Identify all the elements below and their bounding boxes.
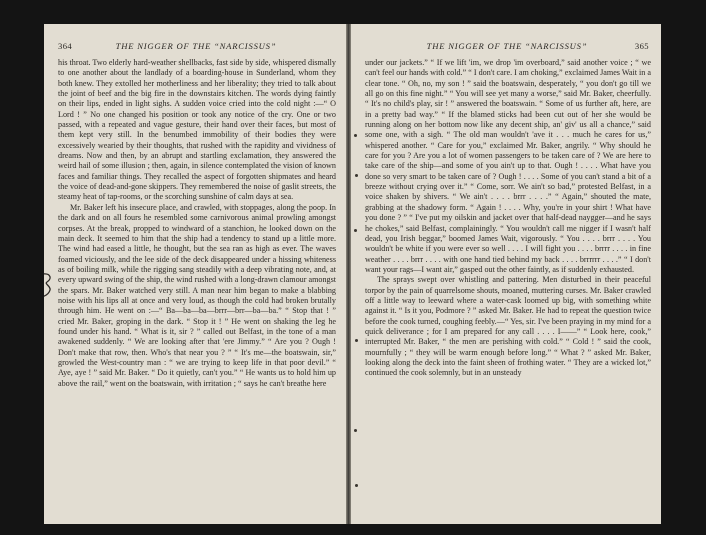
right-page-header	[365, 41, 649, 53]
right-paragraph-2: The sprays swept over whistling and pattering. Men disturbed in their peaceful torpor by the pain of quarrelsome shouts, moaned, muttering curses. Mr. Baker crawled off a little way to leeward where a water-cask loomed up big, with something white against it. “ Is it you, Podmore ? ” asked Mr. Baker. He had to repeat the question twice before the cook turned, coughing feebly.—“ Yes, sir. I've been praying in my mind for a quick deliverance ; for I am prepared for any call . . . . I——” “ Look here, cook,” interrupted Mr. Baker, “ the men are perishing with cold.” “ Cold ! ” said the cook, mournfully ; “ they will be warm enough before long.” “ What ? ” asked Mr. Baker, looking along the deck into the faint sheen of frothing water. “ They are a wicked lot,” continued the cook solemnly, but in an unsteady	[365, 275, 651, 378]
left-paragraph-2: Mr. Baker left his insecure place, and crawled, with stoppages, along the poop. In the dark and on all fours he resembled some carnivorous animal prowling amongst corpses. At the break, propped to windward of a stanchion, he looked down on the main deck. It seemed to him that the ship had a tendency to stand up a little more. The wind had eased a little, he thought, but the sea ran as high as ever. The waves foamed viciously, and the lee side of the deck disappeared under a hissing whiteness as of boiling milk, while the rigging sang steadily with a deep vibrating note, and, at every upward swing of the ship, the wind rushed with a long-drawn clamour amongst the spars. Mr. Baker watched very still. A man near him began to make a blabbing noise with his lips all at once and very loud, as though the cold had broken brutally through him. He went on :—“ Ba—ba—ba—brrr—brr—ba—ba.” “ Stop that ! ” cried Mr. Baker, groping in the dark. “ Stop it ! ” He went on shaking the leg he found under his hand. “ What is it, sir ? ” called out Belfast, in the tone of a man awakened suddenly. “ We are looking after that 'ere Jimmy.” “ Are you ? Ough ! Don't make that row, then. Who's that near you ? ” “ It's me—the boatswain, sir,” growled the West-country man : “ we are trying to keep life in that poor devil.” “ Aye, aye ! ” said Mr. Baker. “ Do it quietly, can't you.” “ He wants us to hold him up above the rail,” went on the boatswain, with irritation ; “ says he can't breathe here	[58, 202, 336, 388]
right-page-body	[365, 58, 651, 379]
left-paragraph-1: his throat. Two elderly hard-weather shellbacks, fast side by side, whispered dismally to one another about the landlady of a boarding-house in Sunderland, whom they both knew. They extolled her motherliness and her liberality; they tried to talk about the joint of beef and the big fire in the downstairs kitchen. The words dying faintly on their lips, ended in light sighs. A sudden voice cried into the cold night :—“ O Lord ! ” No one changed his position or took any notice of the cry. One or two passed, with a repeated and vague gesture, their hand over their faces, but most of them kept very still. In the benumbed immobility of their bodies they were excessively wearied by their thoughts, that rushed with the rapidity and vividness of dreams. Now and then, by an abrupt and startling exclamation, they answered the weird hail of some illusion ; then, again, in silence contemplated the vision of known faces and familiar things. They recalled the aspect of forgotten shipmates and heard the voice of dead-and-gone skippers. They remembered the noise of gaslit streets, the steamy heat of tap-rooms, or the scorching sunshine of calm days at sea.	[58, 58, 336, 202]
margin-dot	[355, 174, 358, 177]
margin-pencil-mark	[44, 271, 56, 299]
right-running-title: THE NIGGER OF THE “NARCISSUS”	[426, 41, 588, 51]
left-page-header	[58, 41, 334, 53]
left-page	[44, 24, 346, 524]
margin-dot	[355, 339, 358, 342]
left-page-number: 364	[58, 41, 73, 51]
left-running-title: THE NIGGER OF THE “NARCISSUS”	[115, 41, 277, 51]
right-paragraph-1: under our jackets.” “ If we lift 'im, we drop 'im overboard,” said another voice ; “ we can't feel our hands with cold.” “ I don't care. I am choking,” exclaimed James Wait in a clear tone. “ Oh, no, my son ! ” said the boatswain, desperately, “ you don't go till we all go on this fine night.” “ You will see yet many a worse,” said Mr. Baker, cheerfully. “ It's no child's play, sir ! ” answered the boatswain. “ Some of us further aft, here, are in a pretty bad way.” “ If the blamed sticks had been cut out of her she would be running along on her bottom now like any decent ship, an' giv' us all a chance,” said some one, with a sigh. “ The old man wouldn't 'ave it . . . much he cares for us,” whispered another. “ Care for you,” exclaimed Mr. Baker, angrily. “ Why should he care for you ? Are you a lot of women passengers to be taken care of ? We are here to take care of the ship—and some of you ain't up to that. Ough ! . . . . What have you done so very smart to be taken care of ? Ough ! . . . . Some of you can't stand a bit of a breeze without crying over it.” “ Come, sorr. We ain't so bad,” protested Belfast, in a voice shaken by shivers. “ We ain't . . . . brrr . . . .” “ Again,” shouted the mate, grabbing at the shadowy form. “ Again ! . . . . Why, you're in your shirt ! What have you done ? ” “ I've put my oilskin and jacket over that half-dead naygger—and he says he chokes,” said Belfast, complainingly. “ You wouldn't call me nigger if I wasn't half dead, you Irish beggar,” boomed James Wait, vigorously. “ You . . . . brrr . . . . You wouldn't be white if you were ever so well . . . . I will fight you . . . . brrrr . . . . in fine weather . . . . brrr . . . . with one hand tied behind my back . . . . brrrrrr . . . .” “ I don't want your rags—I want air,” gasped out the other faintly, as if suddenly exhausted.	[365, 58, 651, 274]
left-page-body	[58, 58, 336, 389]
margin-dot	[355, 484, 358, 487]
right-page	[351, 24, 661, 524]
margin-dot	[354, 429, 357, 432]
right-page-number: 365	[634, 41, 649, 51]
margin-dot	[354, 229, 357, 232]
margin-dot	[354, 134, 357, 137]
